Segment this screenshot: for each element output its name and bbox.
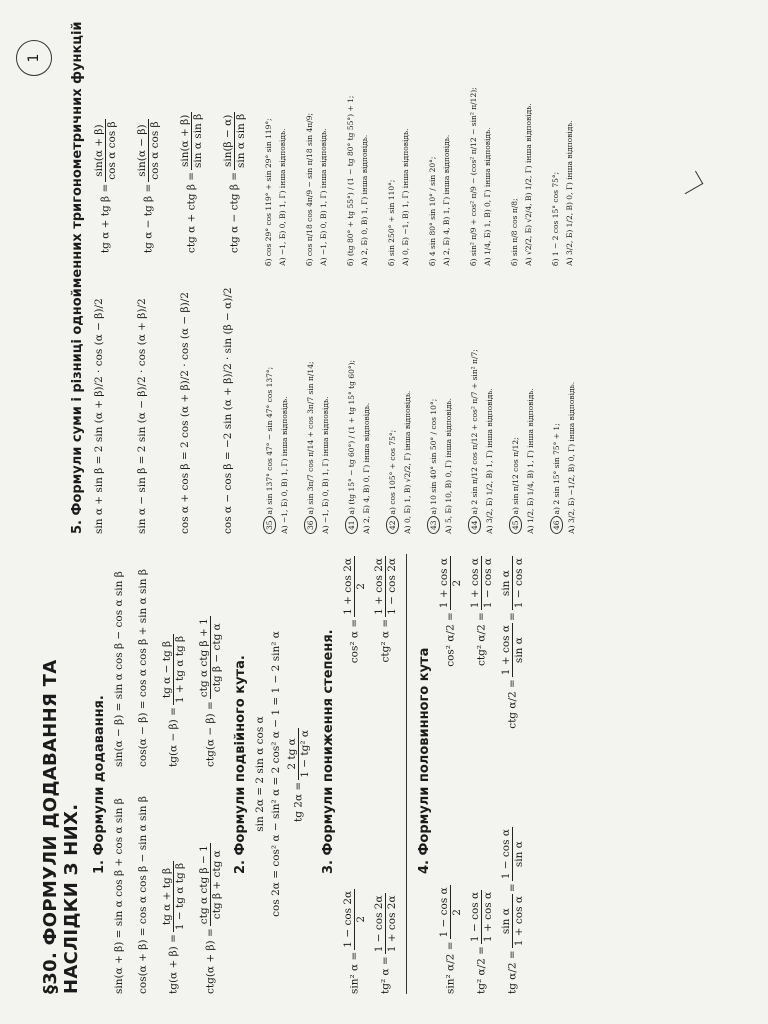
exercise-item: 36а) sin 3π/7 cos π/14 + cos 3π/7 sin π/14; А) −1, Б) 0, В) 1, Г) інша відповідь. [306, 361, 330, 534]
section-4-heading: 4. Формули половинного кута [417, 647, 432, 874]
exercise-item: б) (tg 80° + tg 55°) / (1 − tg 80° tg 55°) + 1; А) 2, Б) 0, В) 1, Г) інша відповідь. [346, 95, 369, 266]
formula-cos-half: cos² α/2 = 1 + cos α 2 [438, 558, 463, 667]
formula-tg-half: tg α/2 = sin α 1 + cos α = 1 − cos α sin α [500, 829, 525, 994]
formula-sin-sum: sin(α + β) = sin α cos β + cos α sin β [113, 798, 125, 994]
page-number-circle: 1 [16, 40, 52, 76]
sum-difference-formulas [93, 14, 247, 534]
formula-tg-minus-tg: tg α − tg β = sin(α − β) cos α cos β [136, 121, 161, 254]
exercise-item: 43а) 10 sin 40° sin 50° / cos 10°; А) 5, Б) 10, В) 0, Г) інша відповідь. [429, 398, 453, 534]
formula-tg-sum: tg(α + β) = tg α + tg β 1 − tg α tg β [161, 862, 186, 994]
formula-sin-diff: sin(α − β) = sin α cos β − cos α sin β [113, 571, 125, 767]
formula-cos-minus-cos: cos α − cos β = −2 sin (α + β)/2 · sin (β − α)/2 [222, 287, 234, 534]
formula-tg-squared: tg² α = 1 − cos 2α 1 + cos 2α [373, 895, 398, 994]
section-5-heading: 5. Формули суми і різниці однойменних тригонометричних функцій [70, 21, 85, 534]
section-3-heading: 3. Формули пониження степеня. [321, 629, 336, 874]
half-angle-row-3 [500, 554, 525, 994]
half-angle-row-2 [469, 554, 494, 994]
exercise-item: 44а) 2 sin π/12 cos π/12 + cos² π/7 + sin² π/7; А) 3/2, Б) 1/2, В) 1, Г) інша відповідь. [470, 349, 494, 534]
power-reduction-row-2 [373, 554, 398, 994]
addition-formulas [113, 554, 223, 994]
formula-cos-diff: cos(α − β) = cos α cos β + sin α sin β [137, 569, 149, 767]
right-column [60, 14, 577, 534]
exercise-list [257, 14, 577, 534]
checkmark-stroke [678, 171, 704, 194]
formula-sin-minus-sin: sin α − sin β = 2 sin (α − β)/2 · cos (α + β)/2 [136, 298, 148, 534]
page-title: §30. ФОРМУЛИ ДОДАВАННЯ ТА НАСЛІДКИ З НИХ. [40, 659, 82, 994]
formula-ctg-half: ctg α/2 = 1 + cos α sin α = sin α 1 − cos α [500, 558, 525, 729]
exercise-item: б) sin² π/9 + cos² π/9 − (cos² π/12 − sin² π/12); А) 1/4, Б) 1, В) 0, Г) інша відповідь. [469, 87, 492, 266]
formula-ctg-squared: ctg² α = 1 + cos 2α 1 − cos 2α [373, 558, 398, 663]
exercise-item: 41а) (tg 15° − tg 60°) / (1 + tg 15° tg 60°); А) 2, Б) 4, В) 0, Г) інша відповідь. [347, 359, 371, 534]
formula-cos-double: cos 2α = cos² α − sin² α = 2 cos² α − 1 = 1 − 2 sin² α [270, 631, 282, 917]
formula-sin-double: sin 2α = 2 sin α cos α [254, 716, 266, 832]
formula-ctg-minus-ctg: ctg α − ctg β = sin(β − α) sin α sin β [222, 113, 247, 254]
divider [406, 554, 407, 994]
formula-tg-diff: tg(α − β) = tg α − tg β 1 + tg α tg β [161, 635, 186, 767]
exercise-item: 35а) sin 137° cos 47° − sin 47° cos 137°; А) −1, Б) 0, В) 1, Г) інша відповідь. [265, 366, 289, 534]
exercise-item: б) 4 sin 80° sin 10° / sin 20°; А) 2, Б) 4, В) 1, Г) інша відповідь. [428, 134, 451, 266]
formula-ctg-diff: ctg(α − β) = ctg α ctg β + 1 ctg β − ctg α [198, 618, 223, 767]
exercise-item: 42а) cos 105° + cos 75°; А) 0, Б) 1, В) √2/2, Г) інша відповідь. [388, 390, 412, 534]
formula-cos-sum: cos(α + β) = cos α cos β − sin α sin β [137, 796, 149, 994]
section-1-heading: 1. Формули додавання. [92, 695, 107, 874]
formula-cos-squared: cos² α = 1 + cos 2α 2 [342, 558, 367, 664]
formula-tg-double: tg 2α = 2 tg α 1 − tg² α [286, 730, 311, 822]
formula-sin-squared: sin² α = 1 − cos 2α 2 [342, 890, 367, 994]
formula-sin-half: sin² α/2 = 1 − cos α 2 [438, 887, 463, 994]
exercise-item: б) cos 29° cos 119° + sin 29° sin 119°; А) −1, Б) 0, В) 1, Г) інша відповідь. [264, 118, 287, 266]
exercise-item: б) cos π/18 cos 4π/9 − sin π/18 sin 4π/9; А) −1, Б) 0, В) 1, Г) інша відповідь. [305, 113, 328, 266]
formula-sin-plus-sin: sin α + sin β = 2 sin (α + β)/2 · cos (α − β)/2 [93, 298, 105, 534]
exercise-item: б) 1 − 2 cos 15° cos 75°; А) 3/2, Б) 1/2, В) 0, Г) інша відповідь. [551, 120, 574, 266]
exercise-item: 46а) 2 sin 15° sin 75° + 1; А) 3/2, Б) −1/2, В) 0, Г) інша відповідь. [552, 381, 576, 534]
power-reduction-row-1 [342, 554, 367, 994]
formula-ctg-sum: ctg(α + β) = ctg α ctg β − 1 ctg β + ctg α [198, 845, 223, 994]
exercise-item: б) sin π/8 cos π/8; А) √2/2, Б) √2/4, В) 1/2, Г) інша відповідь. [510, 103, 533, 266]
formula-ctg-plus-ctg: ctg α + ctg β = sin(α + β) sin α sin β [179, 113, 204, 254]
left-column [40, 554, 531, 994]
section-2-heading: 2. Формули подвійного кута. [233, 655, 248, 874]
exercise-item: 45а) sin π/12 cos π/12; А) 1/2, Б) 1/4, В) 1, Г) інша відповідь. [511, 388, 535, 534]
formula-tg-plus-tg: tg α + tg β = sin(α + β) cos α cos β [93, 121, 118, 254]
formula-cos-plus-cos: cos α + cos β = 2 cos (α + β)/2 · cos (α − β)/2 [179, 292, 191, 534]
formula-ctg-half-squared: ctg² α/2 = 1 + cos α 1 − cos α [469, 558, 494, 666]
formula-tg-half-squared: tg² α/2 = 1 − cos α 1 + cos α [469, 891, 494, 994]
half-angle-row-1 [438, 554, 463, 994]
exercise-item: б) sin 250° + sin 110°; А) 0, Б) −1, В) 1, Г) інша відповідь. [387, 128, 410, 266]
